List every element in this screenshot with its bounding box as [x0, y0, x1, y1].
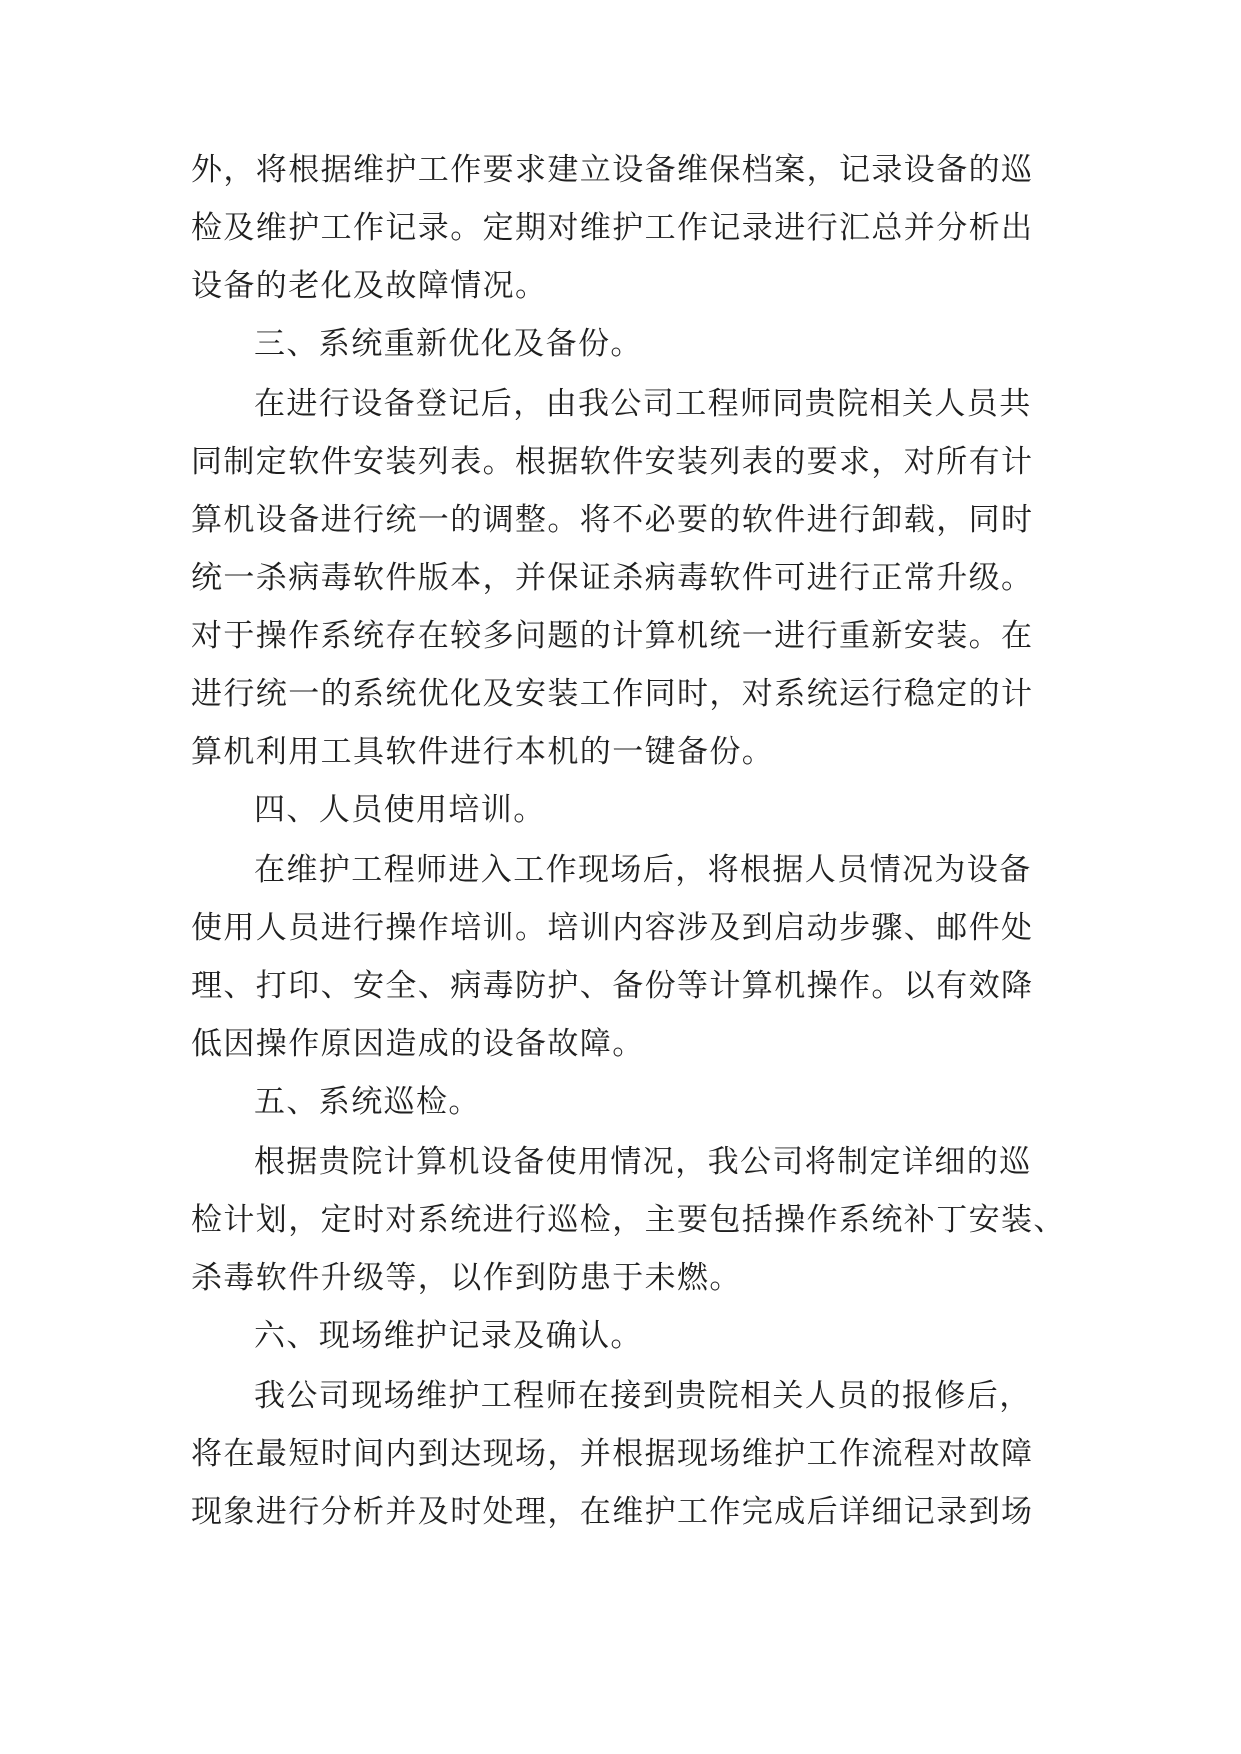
text-line-14: 使用人员进行操作培训。培训内容涉及到启动步骤、邮件处: [191, 910, 1034, 946]
text-line-23: 将在最短时间内到达现场，并根据现场维护工作流程对故障: [191, 1436, 1034, 1472]
text-line-7: 算机设备进行统一的调整。将不必要的软件进行卸载，同时: [191, 502, 1034, 538]
text-line-11: 算机利用工具软件进行本机的一键备份。: [191, 734, 775, 770]
text-line-2: 检及维护工作记录。定期对维护工作记录进行汇总并分析出: [191, 210, 1034, 246]
text-line-19: 检计划，定时对系统进行巡检，主要包括操作系统补丁安装、: [191, 1202, 1066, 1238]
text-line-16: 低因操作原因造成的设备故障。: [191, 1026, 645, 1062]
text-line-15: 理、打印、安全、病毒防护、备份等计算机操作。以有效降: [191, 968, 1034, 1004]
text-line-18: 根据贵院计算机设备使用情况，我公司将制定详细的巡: [254, 1144, 1032, 1180]
text-line-6: 同制定软件安装列表。根据软件安装列表的要求，对所有计: [191, 444, 1034, 480]
section-heading-3: 三、系统重新优化及备份。: [254, 326, 643, 362]
text-line-10: 进行统一的系统优化及安装工作同时，对系统运行稳定的计: [191, 676, 1034, 712]
text-line-24: 现象进行分析并及时处理，在维护工作完成后详细记录到场: [191, 1494, 1034, 1530]
section-heading-5: 五、系统巡检。: [254, 1084, 481, 1120]
text-line-9: 对于操作系统存在较多问题的计算机统一进行重新安装。在: [191, 618, 1034, 654]
text-line-1: 外，将根据维护工作要求建立设备维保档案，记录设备的巡: [191, 152, 1034, 188]
text-line-20: 杀毒软件升级等，以作到防患于未燃。: [191, 1260, 742, 1296]
text-line-5: 在进行设备登记后，由我公司工程师同贵院相关人员共: [254, 386, 1032, 422]
text-line-22: 我公司现场维护工程师在接到贵院相关人员的报修后，: [254, 1378, 1032, 1414]
section-heading-6: 六、现场维护记录及确认。: [254, 1318, 643, 1354]
text-line-13: 在维护工程师进入工作现场后，将根据人员情况为设备: [254, 852, 1032, 888]
text-line-3: 设备的老化及故障情况。: [191, 268, 548, 304]
section-heading-4: 四、人员使用培训。: [254, 792, 546, 828]
text-line-8: 统一杀病毒软件版本，并保证杀病毒软件可进行正常升级。: [191, 560, 1034, 596]
